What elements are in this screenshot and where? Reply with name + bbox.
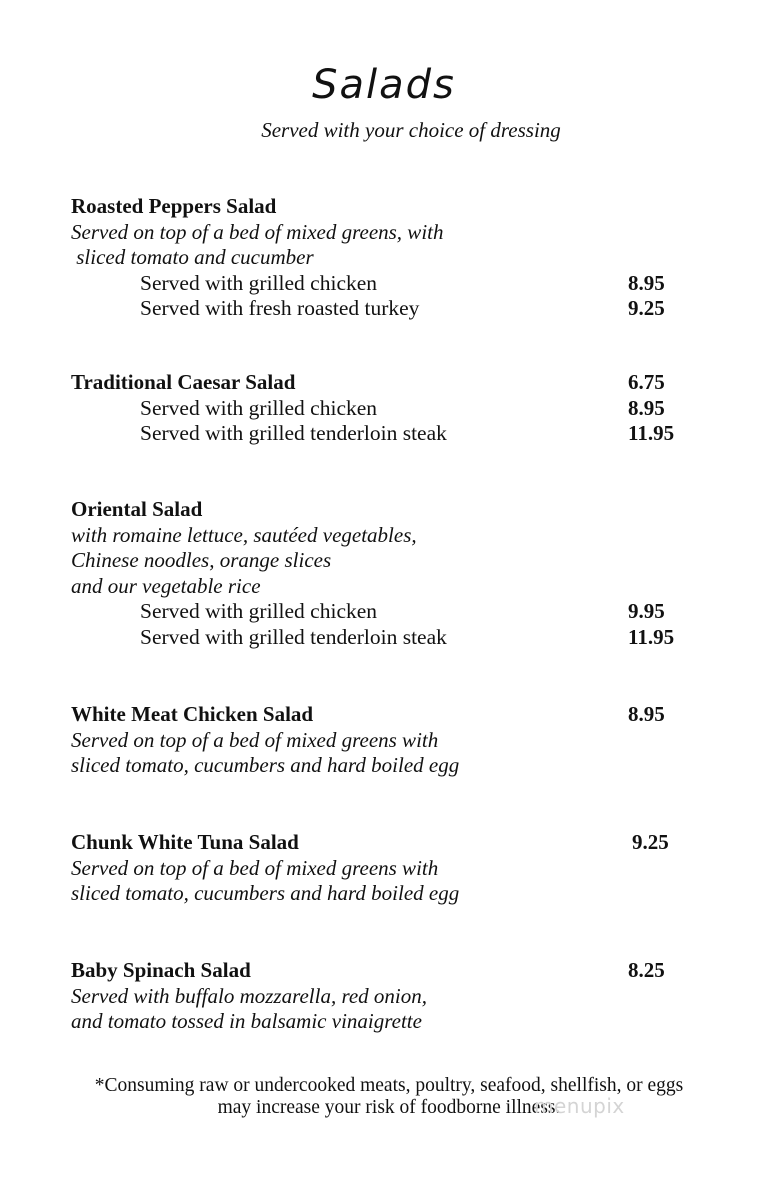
item-name: Oriental Salad	[71, 497, 203, 521]
item-name: Chunk White Tuna Salad	[71, 830, 299, 854]
option-label: Served with grilled tenderloin steak	[140, 421, 447, 445]
item-option	[71, 271, 711, 297]
menu-item-white-meat-chicken-salad	[71, 702, 711, 779]
option-price: 11.95	[628, 624, 675, 649]
option-label: Served with grilled chicken	[140, 395, 378, 420]
health-notice-line: may increase your risk of foodborne illness.	[217, 1097, 561, 1118]
page-title: Salads	[312, 62, 456, 108]
menu-item-chunk-white-tuna-salad	[71, 830, 711, 907]
menu-item-oriental-salad	[71, 497, 711, 650]
option-label: Served with grilled chicken	[140, 599, 378, 623]
item-description-line: sliced tomato and cucumber	[71, 245, 314, 269]
item-option	[71, 396, 711, 422]
menu-item-roasted-peppers-salad	[71, 194, 711, 322]
item-description-line: sliced tomato, cucumbers and hard boiled egg	[71, 881, 460, 905]
item-description-line: sliced tomato, cucumbers and hard boiled egg	[71, 753, 460, 777]
health-notice-line: *Consuming raw or undercooked meats, poultry, seafood, shellfish, or eggs	[94, 1075, 684, 1096]
item-option	[71, 625, 711, 651]
option-label: Served with grilled chicken	[140, 270, 378, 295]
item-price: 6.75	[628, 370, 665, 394]
item-name: Baby Spinach Salad	[71, 958, 251, 982]
option-price: 8.95	[628, 270, 665, 295]
item-description-line: and our vegetable rice	[71, 573, 261, 598]
health-notice	[0, 1075, 768, 1119]
item-price: 9.25	[632, 830, 669, 854]
item-name: White Meat Chicken Salad	[71, 702, 314, 726]
menu-item-baby-spinach-salad	[71, 958, 711, 1035]
option-label: Served with fresh roasted turkey	[140, 296, 420, 320]
option-label: Served with grilled tenderloin steak	[140, 624, 447, 649]
item-option	[71, 296, 711, 322]
page-subtitle: Served with your choice of dressing	[261, 118, 561, 142]
item-name: Traditional Caesar Salad	[71, 370, 296, 394]
item-option	[71, 421, 711, 447]
option-price: 9.25	[628, 296, 665, 320]
option-price: 8.95	[628, 395, 665, 420]
option-price: 9.95	[628, 599, 665, 623]
item-option	[71, 599, 711, 625]
item-description-line: and tomato tossed in balsamic vinaigrette	[71, 1009, 422, 1033]
item-description-line: Served on top of a bed of mixed greens with	[71, 727, 439, 752]
menu-item-traditional-caesar-salad	[71, 370, 711, 447]
item-description-line: Served with buffalo mozzarella, red onion,	[71, 983, 428, 1008]
item-name: Roasted Peppers Salad	[71, 194, 277, 218]
item-description-line: Chinese noodles, orange slices	[71, 548, 332, 572]
item-description-line: with romaine lettuce, sautéed vegetables,	[71, 522, 417, 547]
item-description-line: Served on top of a bed of mixed greens with	[71, 855, 439, 880]
item-description-line: Served on top of a bed of mixed greens, with	[71, 219, 444, 244]
item-price: 8.95	[628, 702, 665, 726]
item-price: 8.25	[628, 958, 665, 982]
watermark: menupix	[534, 1094, 625, 1118]
option-price: 11.95	[628, 421, 675, 445]
